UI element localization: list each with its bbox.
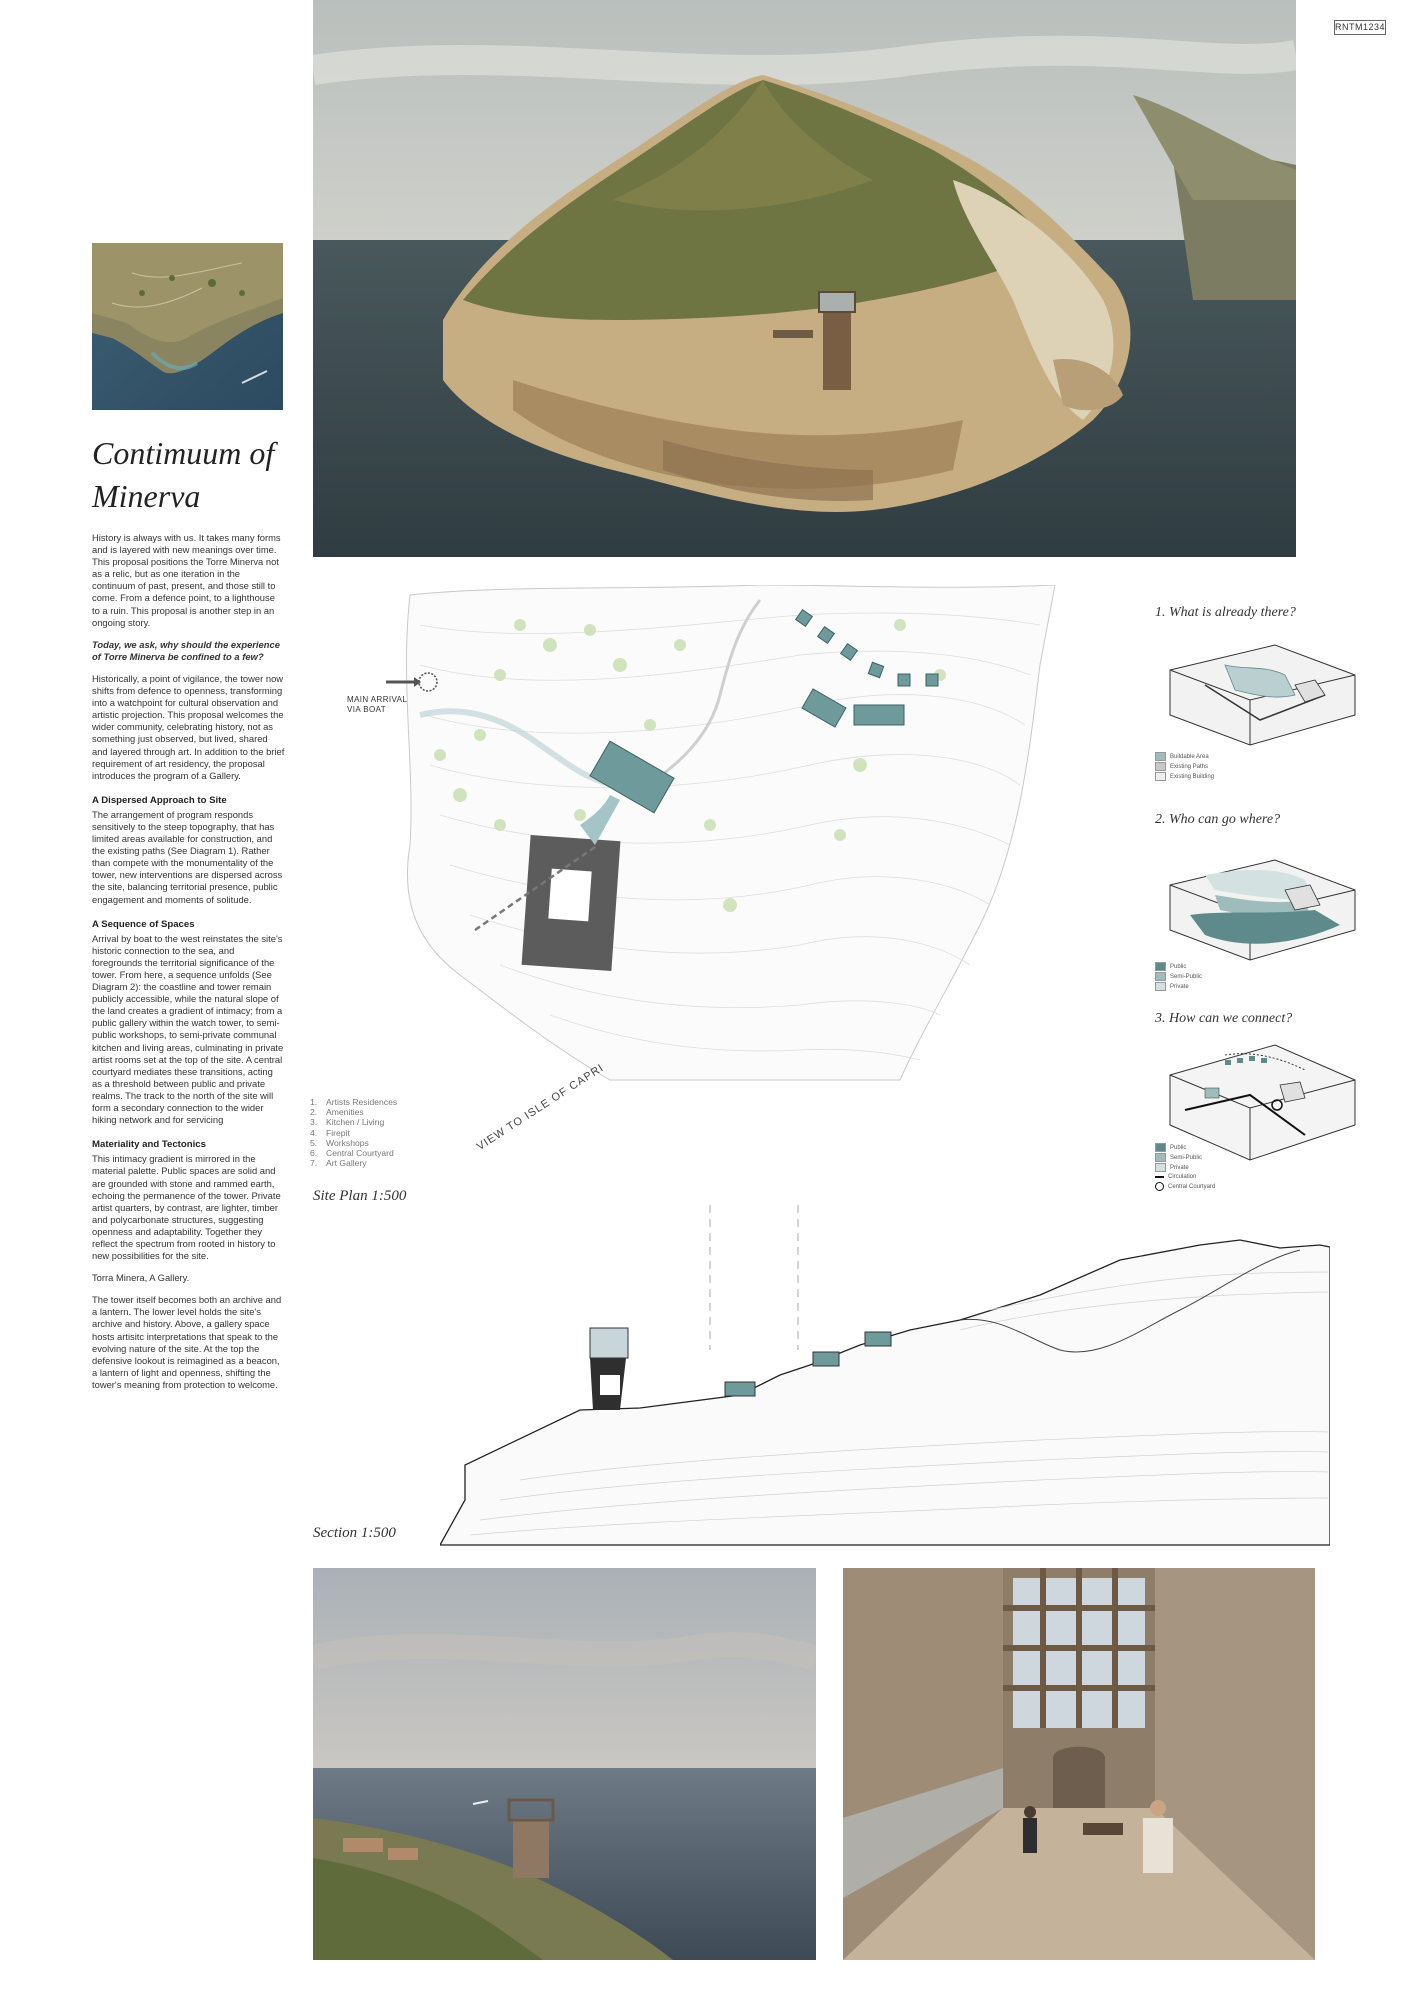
legend-item: Private bbox=[1155, 982, 1202, 992]
legend-item: Circulation bbox=[1155, 1173, 1215, 1182]
gallery-heading: Torra Minera, A Gallery. bbox=[92, 1272, 190, 1284]
diagram-1-title: 1. What is already there? bbox=[1155, 605, 1296, 620]
site-plan-drawing bbox=[380, 585, 1060, 1085]
legend-item: 4. Firepit bbox=[310, 1127, 350, 1138]
diagram-3-title: 3. How can we connect? bbox=[1155, 1011, 1293, 1026]
capri-view-label: VIEW TO ISLE OF CAPRI bbox=[474, 1061, 607, 1154]
legend-item: 2. Amenities bbox=[310, 1107, 364, 1118]
legend-item: 6. Central Courtyard bbox=[310, 1148, 394, 1159]
diagram-1-axonometric bbox=[1165, 640, 1360, 750]
legend-item: 1. Artists Residences bbox=[310, 1097, 398, 1107]
legend-item: 5. Workshops bbox=[310, 1137, 369, 1148]
aerial-thumbnail-image bbox=[92, 243, 283, 410]
arrival-label-line1: MAIN ARRIVAL bbox=[347, 695, 408, 704]
diagram-2-axonometric bbox=[1165, 855, 1360, 965]
section-heading: A Dispersed Approach to Site bbox=[92, 794, 227, 806]
gallery-text: The tower itself becomes both an archive and a lantern. The lower level holds the site's archive and history. Above, a gallery space hosts artisitc interpretations that speak to the evolving nature of the site. At the top the defensive lookout is reimagined as a beacon, a lantern of light and openness, shifting the tower's meaning from protection to welcome. bbox=[92, 1294, 282, 1390]
project-code: RNTM1234 bbox=[1334, 20, 1386, 35]
history-paragraph: Historically, a point of vigilance, the tower now shifts from defence to openness, transforming into a watchpoint for cultural observation and artistic projection. This proposal welcomes the wider community, celebrating history, not as something just observed, but lived, shared and layered through art. In addition to the brief requirement of art residency, the proposal introduces the program of a Gallery. bbox=[92, 672, 285, 781]
diagram-3-legend bbox=[1155, 1143, 1215, 1192]
coastal-tower-photo bbox=[313, 1568, 816, 1960]
legend-item: 3. Kitchen / Living bbox=[310, 1117, 385, 1128]
legend-item: Existing Building bbox=[1155, 772, 1214, 782]
legend-item: Private bbox=[1155, 1163, 1215, 1173]
section-text: The arrangement of program responds sensitively to the steep topography, that has limited areas available for construction, and the existing paths (See Diagram 1). Rather than compete with the monumentality of the tower, new interventions are dispersed across the site, balancing territorial presence, public engagement and moments of solitude. bbox=[92, 808, 283, 905]
legend-item: Semi-Public bbox=[1155, 1153, 1215, 1163]
legend-item: Public bbox=[1155, 962, 1202, 972]
hero-aerial-photo bbox=[313, 0, 1296, 557]
legend-item: Public bbox=[1155, 1143, 1215, 1153]
gallery-interior-render bbox=[843, 1568, 1315, 1960]
section-text: Arrival by boat to the west reinstates the site's historic connection to the sea, and foregrounds the territorial significance of the tower. From here, a sequence unfolds (See Diagram 2): the coastline and tower remain publicly accessible, while the natural slope of the land creates a gradient of intimacy; from a public gallery within the watch tower, to semi-public workshops, to semi-private communal kitchen and living areas, culminating in private artist rooms set at the top of the site. A central courtyard mediates these transitions, acting as a threshold between public and private realms. The track to the north of the site will form a secondary connection to the wider hiking network and for servicing bbox=[92, 932, 284, 1126]
section-heading: Materiality and Tectonics bbox=[92, 1139, 206, 1151]
site-plan-caption: Site Plan 1:500 bbox=[313, 1188, 407, 1204]
section-text: This intimacy gradient is mirrored in the material palette. Public spaces are solid and are grounded with stone and rammed earth, echoing the permanence of the tower. Private artist quarters, by contrast, are lighter, timber and polycarbonate structures, suggesting openness and adaptability. Together they reflect the spectrum from rooted in history to new possibilities for the site. bbox=[92, 1153, 281, 1262]
legend-item: Central Courtyard bbox=[1155, 1182, 1215, 1192]
legend-item: Semi-Public bbox=[1155, 972, 1202, 982]
diagram-1-legend bbox=[1155, 752, 1214, 782]
intro-paragraph: History is always with us. It takes many forms and is layered with new meanings over time. This proposal positions the Torre Minerva not as a relic, but as one iteration in the continuum of past, present, and those still to come. From a defence point, to a lighthouse to a ruin. This proposal is another step in an ongoing story. bbox=[92, 532, 281, 628]
text-column bbox=[92, 532, 285, 1401]
question-paragraph: Today, we ask, why should the experience of Torre Minerva be confined to a few? bbox=[92, 638, 280, 662]
legend-item: Existing Paths bbox=[1155, 762, 1214, 772]
site-plan-legend bbox=[310, 1097, 397, 1168]
section-heading: A Sequence of Spaces bbox=[92, 918, 195, 930]
diagram-2-title: 2. Who can go where? bbox=[1155, 812, 1281, 827]
legend-item: 7. Art Gallery bbox=[310, 1158, 367, 1169]
arrival-label bbox=[347, 695, 407, 715]
project-title: Contimuum of Minerva bbox=[92, 435, 275, 514]
arrival-label-line2: VIA BOAT bbox=[347, 705, 387, 714]
legend-item: Buildable Area bbox=[1155, 752, 1214, 762]
section-caption: Section 1:500 bbox=[313, 1525, 396, 1541]
section-drawing bbox=[440, 1200, 1330, 1550]
diagram-2-legend bbox=[1155, 962, 1202, 992]
